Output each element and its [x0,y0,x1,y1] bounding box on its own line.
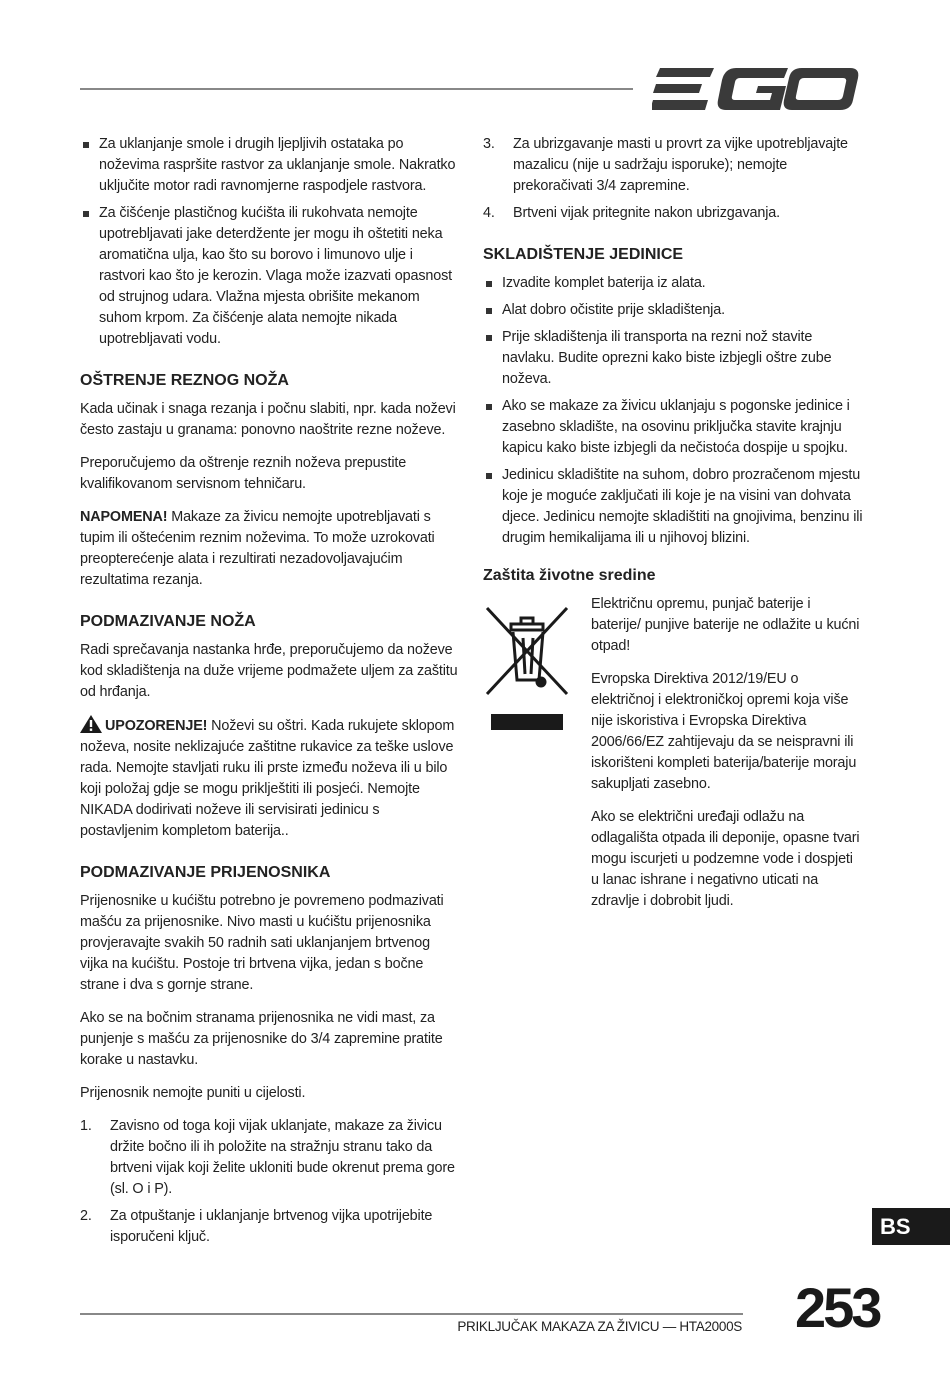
sharpen-heading: OŠTRENJE REZNOG NOŽA [80,372,289,389]
step-text: Brtveni vijak pritegnite nakon ubrizgavanja. [513,205,780,221]
note-paragraph [80,507,460,591]
blade-lube-heading: PODMAZIVANJE NOŽA [80,613,256,630]
environment-block [483,594,863,912]
gear-paragraph-3: Prijenosnik nemojte puniti u cijelosti. [80,1085,306,1101]
warning-label: UPOZORENJE! [105,718,208,734]
footer-rule [80,1313,743,1315]
environment-heading: Zaštita životne sredine [483,567,656,584]
gear-steps-continued [483,134,863,224]
right-column [483,134,863,924]
sharpen-paragraph-1: Kada učinak i snaga rezanja i počnu slabiti, npr. kada noževi često zastaju u granama: ponovno naoštrite rezne noževe. [80,401,456,438]
list-item: Jedinicu skladištite na suhom, dobro prozračenom mjestu koje je moguće zaključati ili koje je na visini van dohvata djece. Jedinicu nemojte skladištiti na gnojivima, benzinu ili drugim hemikalijama ili u njihovoj blizini. [483,465,863,549]
env-paragraph-1: Električnu opremu, punjač baterije i baterije/ punjive baterije ne odlažite u kućni otpad! [591,596,860,654]
step-text: Za otpuštanje i uklanjanje brtvenog vijka upotrijebite isporučeni ključ. [110,1208,433,1245]
list-item [80,1206,460,1248]
blade-lube-paragraph: Radi sprečavanja nastanka hrđe, preporučujemo da noževe kod skladištenja na duže vrijeme podmažete uljem za zaštitu od hrđanja. [80,642,458,700]
storage-heading: SKLADIŠTENJE JEDINICE [483,246,684,263]
gear-paragraph-2: Ako se na bočnim stranama prijenosnika ne vidi mast, za punjenje s mašću za prijenosnike do 3/4 zapremine pratite korake u nastavku. [80,1010,443,1068]
step-number: 4. [483,205,495,221]
list-item [483,134,863,197]
warning-triangle-icon [80,715,102,733]
gear-paragraph-1: Prijenosnike u kućištu potrebno je povremeno podmazivati mašću za prijenosnike. Nivo masti u kućištu prijenosnika provjeravajte svakih 50 radnih sati uklanjanjem brtvenog vijka na kućištu. Postoje tri brtvena vijka, jedan s bočne strane i dva s gornje strane. [80,893,444,993]
storage-list [483,273,863,549]
env-paragraph-3: Ako se električni uređaji odlažu na odlagališta otpada ili deponije, opasne tvari mogu iscurjeti u podzemne vode i dospjeti u lanac ishrane i negativno uticati na zdravlje i dobrobit ljudi. [591,809,860,909]
ego-logo-icon [652,66,860,112]
warning-text: Noževi su oštri. Kada rukujete sklopom noževa, nosite neklizajuće zaštitne rukavice za teške uslove rada. Nemojte stavljati ruku ili prste između noževa ili u bilo koji položaj gdje se mogu priklještiti ili posjeći. Nemojte NIKADA dodirivati noževe ili servisirati jedinicu s postavljenim kompletom baterija.. [80,718,455,839]
list-item: Izvadite komplet baterija iz alata. [483,273,863,294]
cleaning-list [80,134,460,350]
note-text: Makaze za živicu nemojte upotrebljavati s tupim ili oštećenim reznim noževima. To može uzrokovati preopterećenje alata i rezultirati nezadovoljavajućim rezultatima rezanja. [80,509,435,588]
env-paragraph-2: Evropska Direktiva 2012/19/EU o električnoj i elektroničkoj opremi koja više nije iskoristiva i Evropska Direktiva 2006/66/EZ zahtijevaju da se neispravni ili iskorišteni kompleti baterija/baterije moraju sakupljati zasebno. [591,671,857,792]
gear-lube-heading: PODMAZIVANJE PRIJENOSNIKA [80,864,331,881]
page-number: 253 [795,1276,880,1339]
step-text: Za ubrizgavanje masti u provrt za vijke upotrebljavajte mazalicu (nije u sadržaju isporuke); nemojte prekoračivati 3/4 zapremine. [513,136,848,194]
list-item: Za uklanjanje smole i drugih ljepljivih ostataka po noževima raspršite rastvor za uklanjanje smole. Nakratko uključite motor radi ravnomjerne raspodjele rastvora. [80,134,460,197]
note-label: NAPOMENA! [80,509,168,525]
list-item: Za čišćenje plastičnog kućišta ili rukohvata nemojte upotrebljavati jake deterdžente jer mogu ih oštetiti neka aromatična ulja, kao što su borovo i limunovo ulje i rastvori kao što je kerozin. Vlaga može izazvati opasnost od strujnog udara. Vlažna mjesta obrišite mekanom suhom krpom. Za čišćenje alata nemojte nikada upotrebljavati vodu. [80,203,460,350]
gear-steps-list [80,1116,460,1248]
step-number: 2. [80,1208,92,1224]
list-item: Prije skladištenja ili transporta na rezni nož stavite navlaku. Budite oprezni kako biste izbjegli oštre zube noževa. [483,327,863,390]
language-tab: BS [872,1208,950,1245]
step-text: Zavisno od toga koji vijak uklanjate, makaze za živicu držite bočno ili ih položite na stražnju stranu tako da brtveni vijak koji želite ukloniti bude okrenut prema gore (sl. O i P). [110,1118,455,1197]
step-number: 1. [80,1118,92,1134]
footer-product-title: PRIKLJUČAK MAKAZA ZA ŽIVICU — HTA2000S [457,1319,742,1334]
list-item [483,203,863,224]
sharpen-paragraph-2: Preporučujemo da oštrenje reznih noževa prepustite kvalifikovanom servisnom tehničaru. [80,455,407,492]
header-rule [80,88,633,90]
list-item [80,1116,460,1200]
list-item: Alat dobro očistite prije skladištenja. [483,300,863,321]
step-number: 3. [483,136,495,152]
left-column [80,134,460,1254]
crossed-out-bin-icon [483,598,571,738]
environment-text [591,594,863,912]
warning-paragraph [80,715,460,842]
list-item: Ako se makaze za živicu uklanjaju s pogonske jedinice i zasebno skladište, na osovinu priključka stavite krajnju kapicu kako biste izbjegli da nečistoća dospije u spojku. [483,396,863,459]
